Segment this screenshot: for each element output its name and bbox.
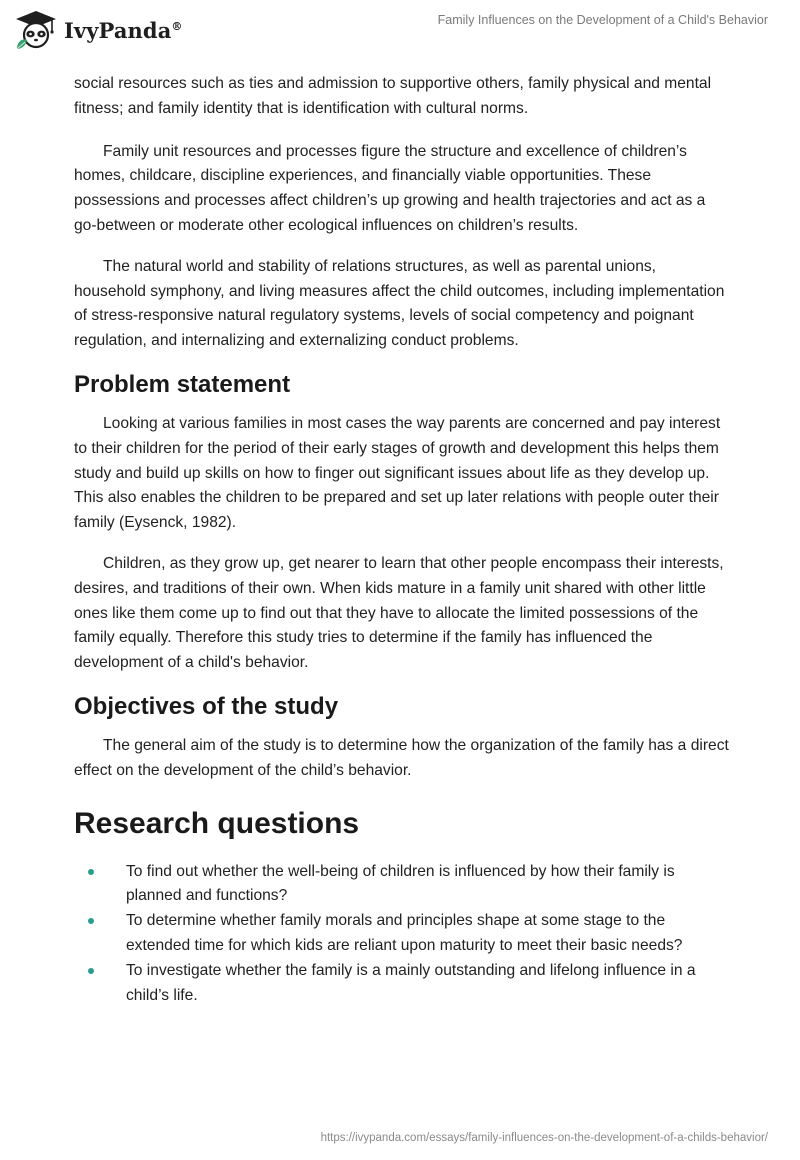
list-item: To determine whether family morals and principles shape at some stage to the extended time for which kids are reliant upon maturity to meet their basic needs? xyxy=(74,909,730,959)
section-heading-problem-statement: Problem statement xyxy=(74,370,291,398)
section-heading-research-questions: Research questions xyxy=(74,806,360,840)
page-header xyxy=(0,0,800,70)
panda-graduate-icon xyxy=(14,9,58,51)
section-heading-objectives: Objectives of the study xyxy=(74,692,339,720)
list-item: To investigate whether the family is a mainly outstanding and lifelong influence in a child’s life. xyxy=(74,959,730,1009)
paragraph: The natural world and stability of relations structures, as well as parental unions, household symphony, and living measures affect the child outcomes, including implementation of stress-responsive natural regulatory systems, levels of social competency and poignant regulation, and internalizing and externalizing conduct problems. xyxy=(74,257,725,350)
bullet-icon xyxy=(88,869,94,875)
paragraph: The general aim of the study is to determine how the organization of the family has a direct effect on the development of the child’s behavior. xyxy=(74,736,729,779)
ivypanda-logo[interactable] xyxy=(14,9,183,51)
paragraph: Family unit resources and processes figure the structure and excellence of children’s homes, childcare, discipline experiences, and financially viable opportunities. These possessions and processes affect children’s up growing and health trajectories and act as a go-between or moderate other ecological influences on children’s results. xyxy=(74,142,706,234)
research-questions-list xyxy=(74,860,730,1009)
paragraph: Looking at various families in most cases the way parents are concerned and pay interest to their children for the period of their early stages of growth and development this helps them study and build up skills on how to finger out significant issues about life as they develop up. This also enables the children to be prepared and set up later relations with people outer their family (Eysenck, 1982). xyxy=(74,414,721,532)
paragraph: Children, as they grow up, get nearer to learn that other people encompass their interests, desires, and traditions of their own. When kids mature in a family unit shared with other little ones like them come up to find out that they have to allocate the limited possessions of the family equally. Therefore this study tries to determine if the family has influenced the development of a child's behavior. xyxy=(74,554,724,672)
paragraph: social resources such as ties and admission to supportive others, family physical and mental fitness; and family identity that is identification with cultural norms. xyxy=(74,75,712,117)
brand-name: IvyPanda® xyxy=(64,17,183,43)
source-url-link[interactable]: https://ivypanda.com/essays/family-influences-on-the-development-of-a-childs-behavior/ xyxy=(320,1132,768,1144)
bullet-icon xyxy=(88,968,94,974)
article-content xyxy=(74,72,730,1008)
bullet-icon xyxy=(88,918,94,924)
list-item: To find out whether the well-being of children is influenced by how their family is planned and functions? xyxy=(74,860,730,910)
document-title: Family Influences on the Development of a Child's Behavior xyxy=(437,13,768,27)
